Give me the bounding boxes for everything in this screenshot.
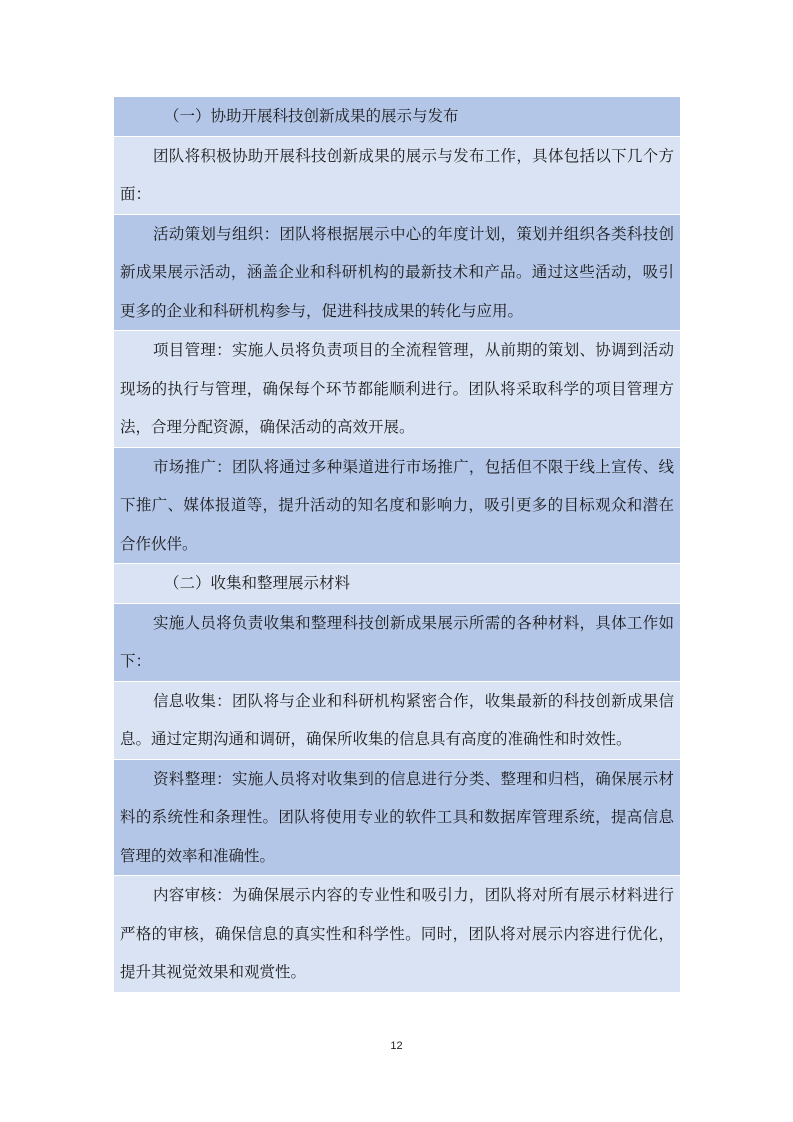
paragraph-market-promotion: 市场推广：团队将通过多种渠道进行市场推广，包括但不限于线上宣传、线下推广、媒体报道等，提升活动的知名度和影响力，吸引更多的目标观众和潜在合作伙伴。 [114,448,680,565]
page-number: 12 [390,1040,403,1052]
paragraph-data-organization: 资料整理：实施人员将对收集到的信息进行分类、整理和归档，确保展示材料的系统性和条理性。团队将使用专业的软件工具和数据库管理系统，提高信息管理的效率和准确性。 [114,760,680,877]
section-heading-1: （一）协助开展科技创新成果的展示与发布 [114,97,680,137]
document-body [114,97,680,993]
paragraph-intro-2: 实施人员将负责收集和整理科技创新成果展示所需的各种材料，具体工作如下： [114,604,680,682]
paragraph-intro-1: 团队将积极协助开展科技创新成果的展示与发布工作，具体包括以下几个方面： [114,137,680,215]
paragraph-info-collection: 信息收集：团队将与企业和科研机构紧密合作，收集最新的科技创新成果信息。通过定期沟通和调研，确保所收集的信息具有高度的准确性和时效性。 [114,682,680,760]
paragraph-project-management: 项目管理：实施人员将负责项目的全流程管理，从前期的策划、协调到活动现场的执行与管理，确保每个环节都能顺利进行。团队将采取科学的项目管理方法，合理分配资源，确保活动的高效开展。 [114,331,680,448]
section-heading-2: （二）收集和整理展示材料 [114,564,680,604]
paragraph-activity-planning: 活动策划与组织：团队将根据展示中心的年度计划，策划并组织各类科技创新成果展示活动，涵盖企业和科研机构的最新技术和产品。通过这些活动，吸引更多的企业和科研机构参与，促进科技成果的转化与应用。 [114,215,680,332]
paragraph-content-review: 内容审核：为确保展示内容的专业性和吸引力，团队将对所有展示材料进行严格的审核，确保信息的真实性和科学性。同时，团队将对展示内容进行优化，提升其视觉效果和观赏性。 [114,876,680,993]
